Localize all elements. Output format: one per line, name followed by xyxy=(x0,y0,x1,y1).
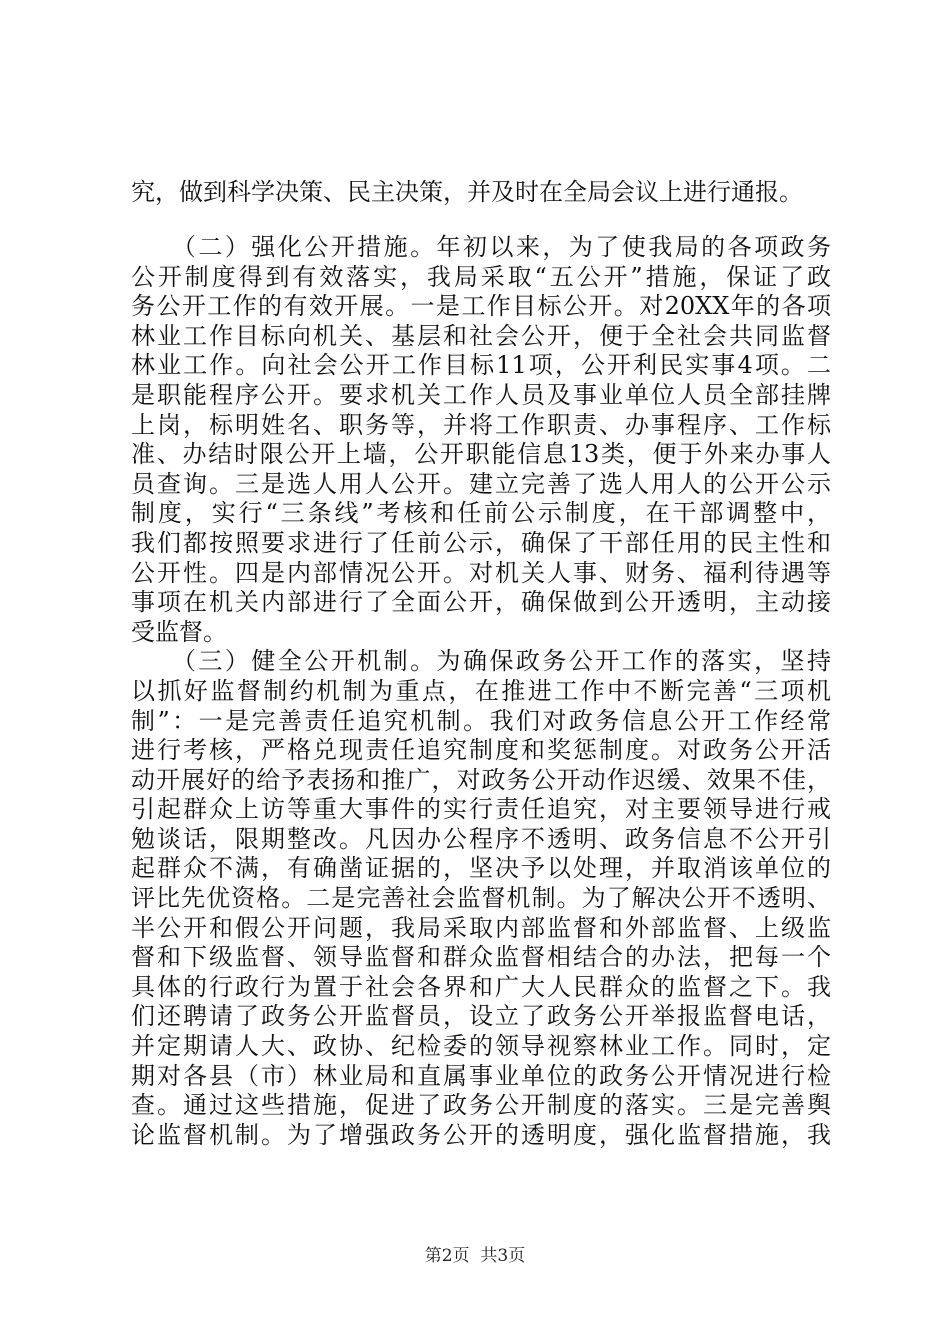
text-line: 公开制度得到有效落实，我局采取“五公开”措施，保证了政 xyxy=(131,262,831,291)
text-line: 进行考核，严格兑现责任追究制度和奖惩制度。对政务公开活 xyxy=(131,736,831,765)
text-line: 引起群众上访等重大事件的实行责任追究，对主要领导进行戒 xyxy=(131,795,831,824)
text-line: 制”：一是完善责任追究机制。我们对政务信息公开工作经常 xyxy=(131,706,831,735)
text-line: （三）健全公开机制。为确保政务公开工作的落实，坚持 xyxy=(131,647,831,676)
text-line: 务公开工作的有效开展。一是工作目标公开。对20XX年的各项 xyxy=(131,292,831,321)
section-2-paragraph xyxy=(131,233,831,647)
text-line: 勉谈话，限期整改。凡因办公程序不透明、政务信息不公开引 xyxy=(131,824,831,853)
text-line: 半公开和假公开问题，我局采取内部监督和外部监督、上级监 xyxy=(131,913,831,942)
text-line: 林业工作。向社会公开工作目标11项，公开利民实事4项。二 xyxy=(131,351,831,380)
text-line: 受监督。 xyxy=(131,617,227,646)
text-line: 准、办结时限公开上墙，公开职能信息13类，便于外来办事人 xyxy=(131,440,831,469)
text-line: 上岗，标明姓名、职务等，并将工作职责、办事程序、工作标 xyxy=(131,410,831,439)
text-line: 制度，实行“三条线”考核和任前公示制度，在干部调整中， xyxy=(131,499,831,528)
continuation-paragraph xyxy=(131,178,831,208)
body-text xyxy=(131,233,831,1150)
page-footer xyxy=(0,1245,950,1267)
text-line: 具体的行政行为置于社会各界和广大人民群众的监督之下。我 xyxy=(131,972,831,1001)
text-line: 究，做到科学决策、民主决策，并及时在全局会议上进行通报。 xyxy=(131,178,803,206)
text-line: 评比先优资格。二是完善社会监督机制。为了解决公开不透明、 xyxy=(131,884,831,913)
text-line: 督和下级监督、领导监督和群众监督相结合的办法，把每一个 xyxy=(131,943,831,972)
text-line: 事项在机关内部进行了全面公开，确保做到公开透明，主动接 xyxy=(131,588,831,617)
text-line: 公开性。四是内部情况公开。对机关人事、财务、福利待遇等 xyxy=(131,558,831,587)
text-line: 是职能程序公开。要求机关工作人员及事业单位人员全部挂牌 xyxy=(131,380,831,409)
text-line: 以抓好监督制约机制为重点，在推进工作中不断完善“三项机 xyxy=(131,676,831,705)
text-line: （二）强化公开措施。年初以来，为了使我局的各项政务 xyxy=(131,233,831,261)
section-3-paragraph xyxy=(131,647,831,1150)
text-line: 们还聘请了政务公开监督员，设立了政务公开举报监督电话， xyxy=(131,1002,831,1031)
text-line: 员查询。三是选人用人公开。建立完善了选人用人的公开公示 xyxy=(131,469,831,498)
page-number-label: 第2页 共3页 xyxy=(424,1246,526,1266)
text-line: 并定期请人大、政协、纪检委的领导视察林业工作。同时，定 xyxy=(131,1032,831,1061)
text-line: 查。通过这些措施，促进了政务公开制度的落实。三是完善舆 xyxy=(131,1091,831,1120)
text-line: 论监督机制。为了增强政务公开的透明度，强化监督措施，我 xyxy=(131,1120,831,1149)
text-line: 动开展好的给予表扬和推广，对政务公开动作迟缓、效果不佳， xyxy=(131,765,831,794)
text-line: 我们都按照要求进行了任前公示，确保了干部任用的民主性和 xyxy=(131,528,831,557)
text-line: 起群众不满，有确凿证据的，坚决予以处理，并取消该单位的 xyxy=(131,854,831,883)
text-line: 林业工作目标向机关、基层和社会公开，便于全社会共同监督 xyxy=(131,321,831,350)
text-line: 期对各县（市）林业局和直属事业单位的政务公开情况进行检 xyxy=(131,1061,831,1090)
